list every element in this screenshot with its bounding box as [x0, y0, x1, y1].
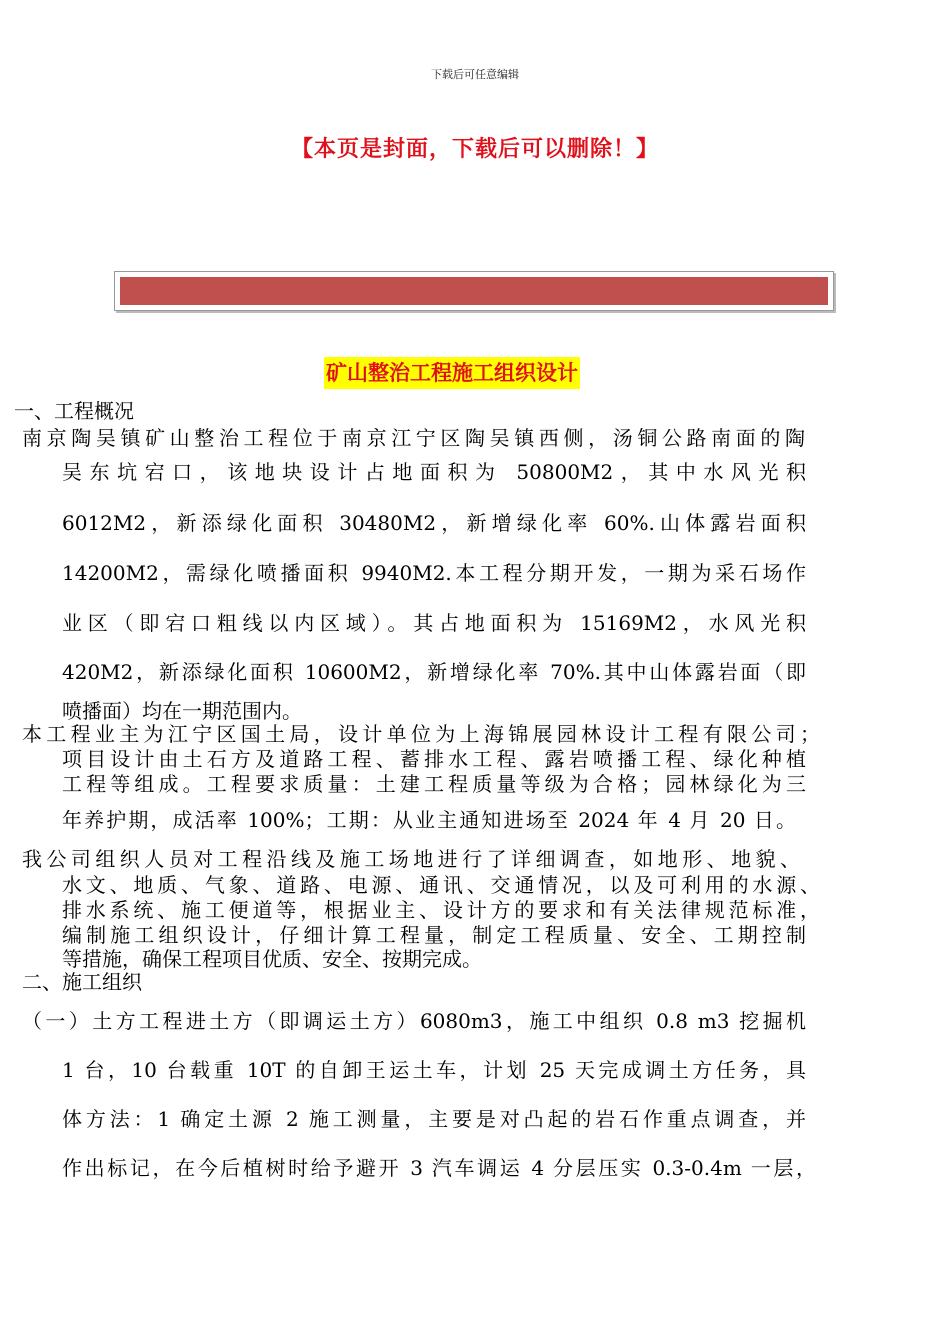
paragraph-line: 作出标记，在今后植树时给予避开 3 汽车调运 4 分层压实 0.3-0.4m 一层，: [62, 1156, 816, 1180]
paragraph-line: 6012M2，新添绿化面积 30480M2，新增绿化率 60%.山体露岩面积: [62, 511, 806, 535]
paragraph-line: 编制施工组织设计，仔细计算工程量，制定工程质量、安全、工期控制: [62, 923, 806, 947]
section-heading-organization: 二、施工组织: [22, 970, 142, 994]
document-title: 矿山整治工程施工组织设计: [324, 357, 580, 389]
paragraph-line: 排水系统、施工便道等，根据业主、设计方的要求和有关法律规范标准，: [62, 898, 820, 922]
paragraph-line: 14200M2，需绿化喷播面积 9940M2.本工程分期开发，一期为采石场作: [62, 561, 806, 585]
paragraph-line: 1 台，10 台载重 10T 的自卸王运土车，计划 25 天完成调土方任务，具: [62, 1058, 806, 1082]
header-note: 下载后可任意编辑: [431, 68, 519, 81]
paragraph-line: 喷播面）均在一期范围内。: [62, 699, 302, 723]
paragraph-line: 水文、地质、气象、道路、电源、通讯、交通情况，以及可利用的水源、: [62, 873, 820, 897]
paragraph-line: 年养护期，成活率 100%；工期：从业主通知进场至 2024 年 4 月 20 日。: [62, 808, 796, 832]
paragraph-line: 我公司组织人员对工程沿线及施工场地进行了详细调查，如地形、地貌、: [22, 847, 800, 871]
paragraph-line: 吴东坑宕口，该地块设计占地面积为 50800M2，其中水风光积: [62, 460, 806, 484]
paragraph-line: 等措施，确保工程项目优质、安全、按期完成。: [62, 947, 482, 971]
cover-notice: 【本页是封面，下载后可以删除！】: [290, 136, 659, 162]
paragraph-line: 本工程业主为江宁区国土局，设计单位为上海锦展园林设计工程有限公司；: [22, 722, 820, 746]
section-heading-overview: 一、工程概况: [14, 399, 134, 423]
paragraph-line: 项目设计由土石方及道路工程、蓄排水工程、露岩喷播工程、绿化种植: [62, 747, 806, 771]
paragraph-line: 420M2，新添绿化面积 10600M2，新增绿化率 70%.其中山体露岩面（即: [62, 660, 806, 684]
paragraph-line: 体方法：1 确定土源 2 施工测量，主要是对凸起的岩石作重点调查，并: [62, 1107, 806, 1131]
paragraph-line: 工程等组成。工程要求质量：土建工程质量等级为合格；园林绿化为三: [62, 772, 806, 796]
paragraph-line: 南京陶吴镇矿山整治工程位于南京江宁区陶吴镇西侧，汤铜公路南面的陶: [22, 426, 805, 450]
decorative-banner: [114, 271, 834, 311]
banner-bar: [120, 277, 828, 305]
paragraph-line: （一）土方工程进土方（即调运土方）6080m3，施工中组织 0.8 m3 挖掘机: [22, 1009, 806, 1033]
paragraph-line: 业区（即宕口粗线以内区域）。其占地面积为 15169M2，水风光积: [62, 611, 806, 635]
